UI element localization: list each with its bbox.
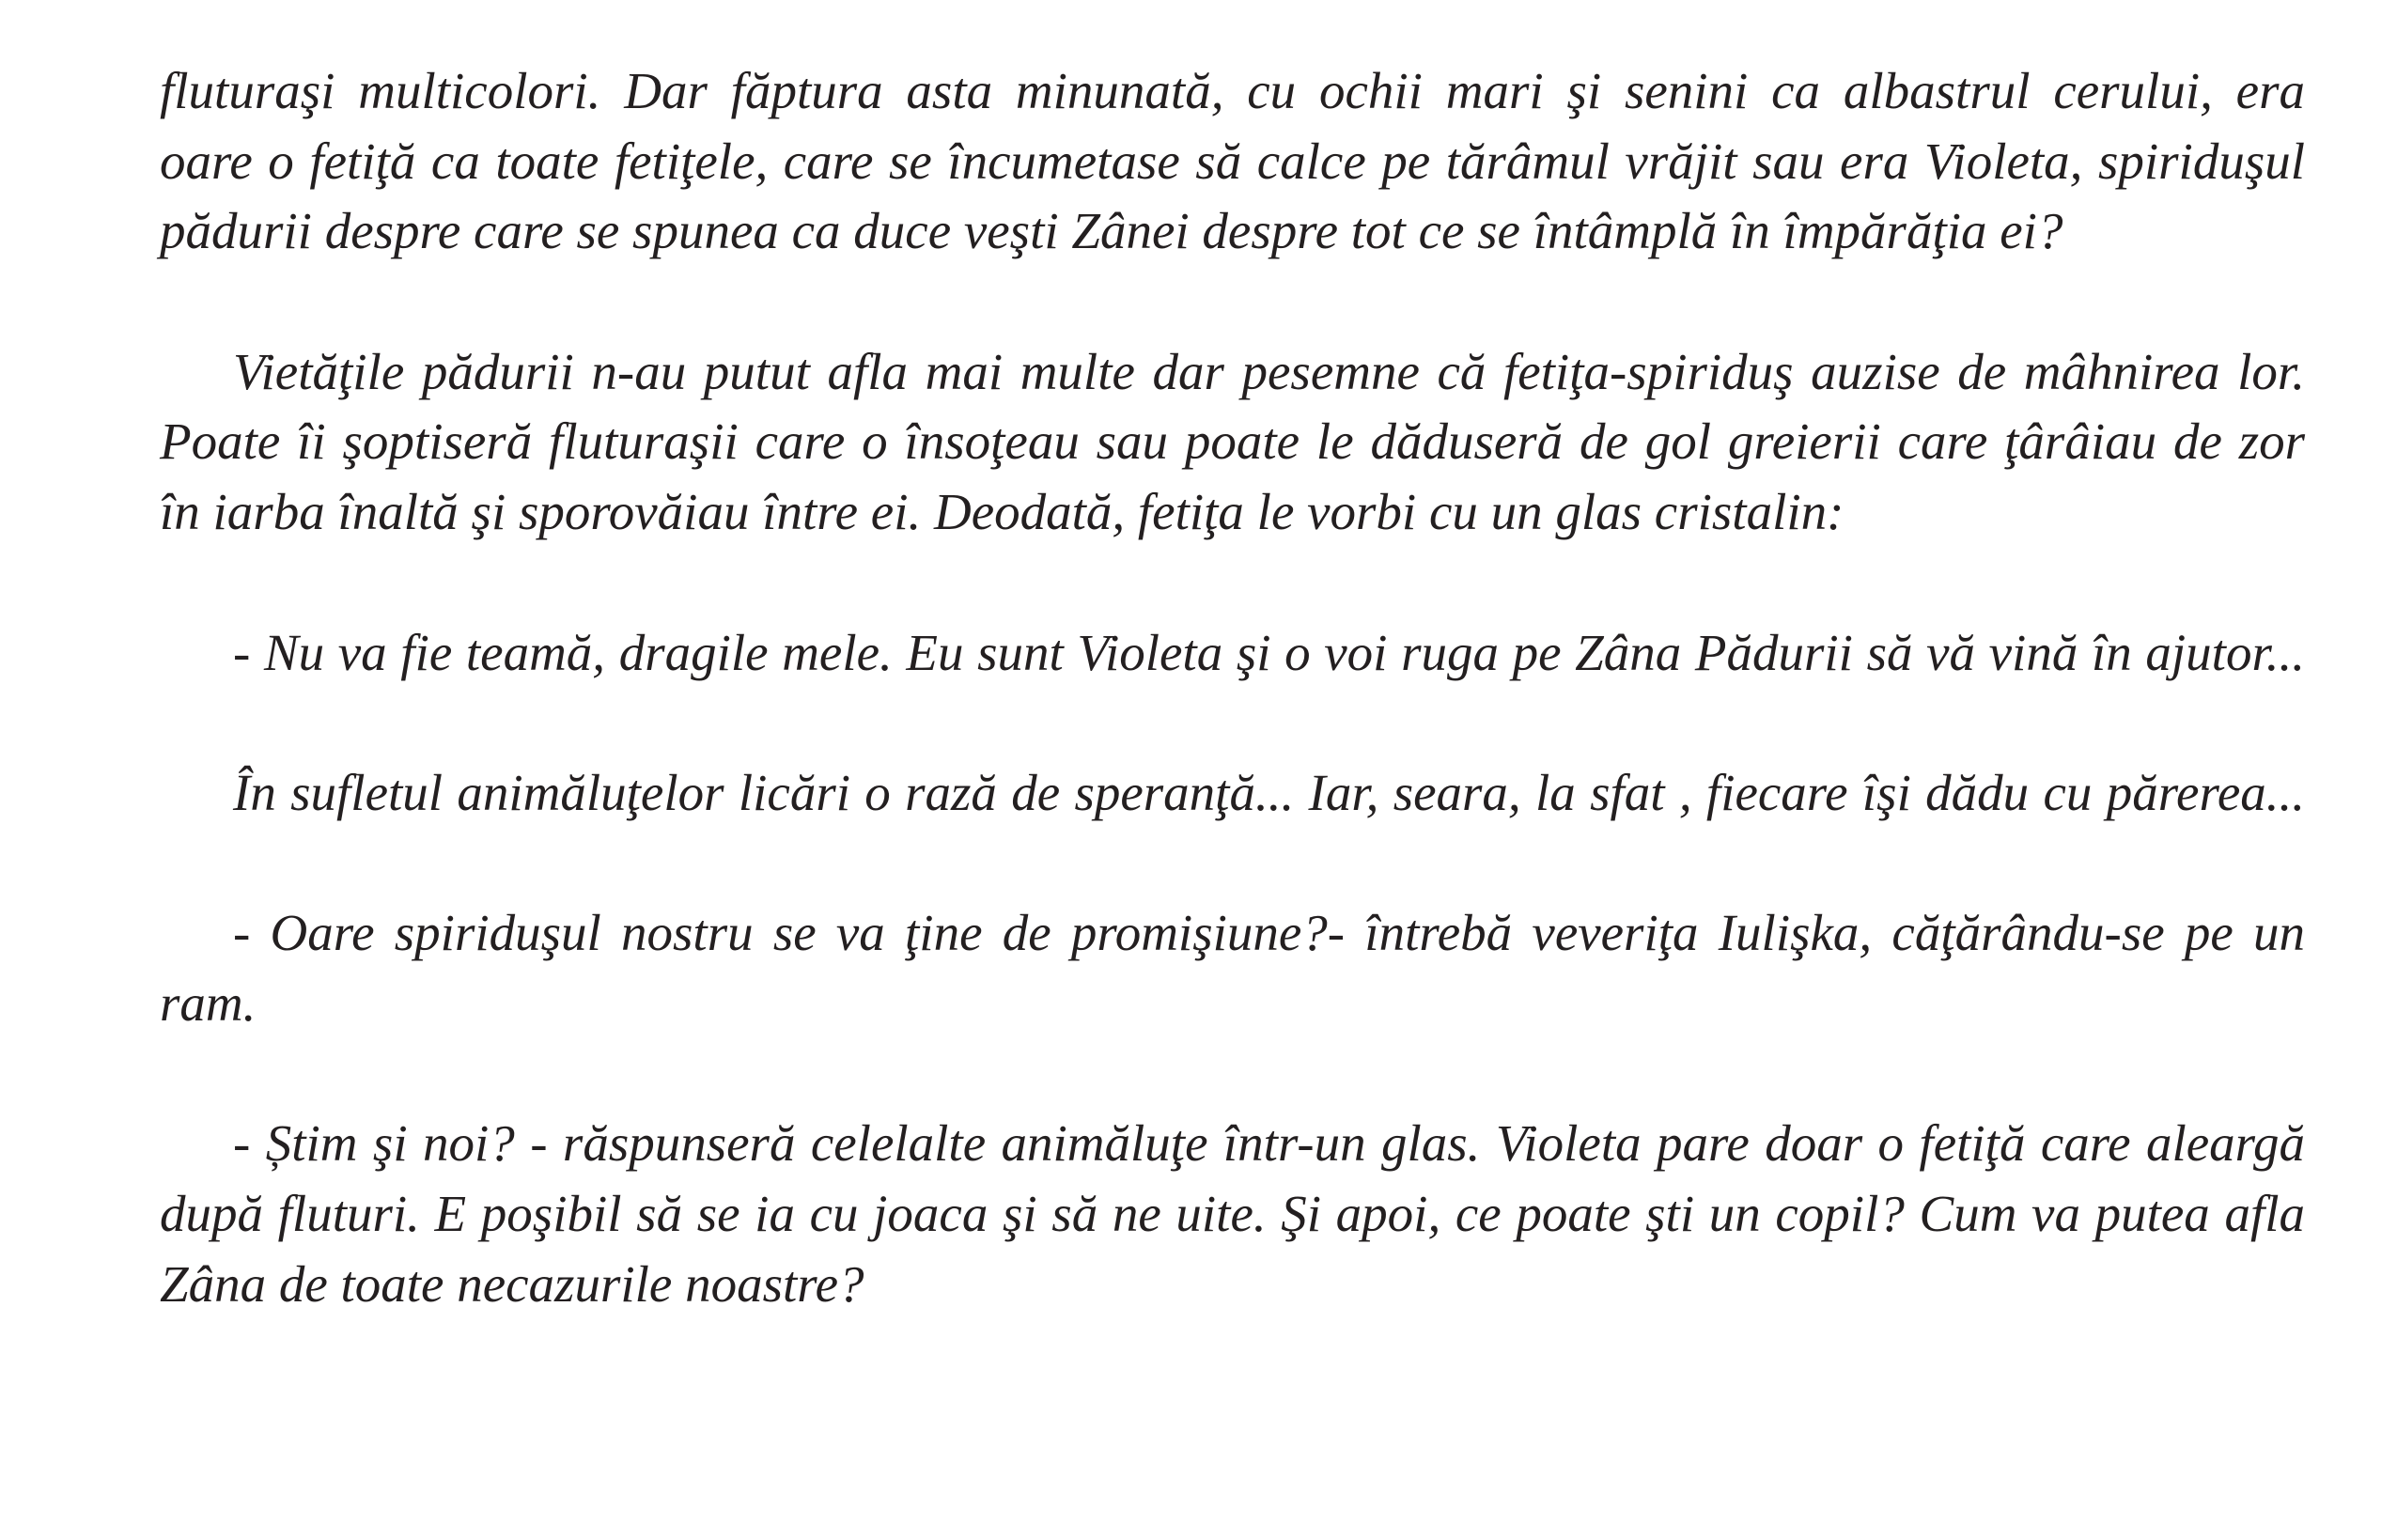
text-line: fluturaşi multicolori. Dar făptura asta minunată, cu ochii mari şi senini ca albastrul cerului, era <box>160 62 2305 119</box>
text-line: Vietăţile pădurii n-au putut afla mai multe dar pesemne că fetiţa-spiriduş auzise de mâhnirea lor. <box>233 342 2305 400</box>
text-line: ram. <box>160 973 257 1032</box>
text-line: În sufletul animăluţelor licări o rază de speranţă... Iar, seara, la sfat , fiecare îşi dădu cu părerea... <box>233 763 2305 821</box>
paragraph <box>160 56 2305 267</box>
book-page <box>160 56 2305 1390</box>
text-line: Zâna de toate necazurile noastre? <box>160 1254 864 1313</box>
paragraph <box>160 1109 2305 1319</box>
paragraph <box>160 758 2305 829</box>
text-line: - Oare spiriduşul nostru se va ţine de promişiune?- întrebă veveriţa Iulişka, căţărându-se pe un <box>233 904 2305 962</box>
text-line: oare o fetiţă ca toate fetiţele, care se încumetase să calce pe tărâmul vrăjit sau era Violeta, spiriduşul <box>160 132 2305 190</box>
text-line: - Nu va fie teamă, dragile mele. Eu sunt Violeta şi o voi ruga pe Zâna Pădurii să vă vină în ajutor... <box>233 623 2305 681</box>
text-line: după fluturi. E poşibil să se ia cu joaca şi să ne uite. Şi apoi, ce poate şti un copil? Cum va putea afla <box>160 1185 2305 1242</box>
paragraph <box>160 898 2305 1038</box>
paragraph <box>160 618 2305 689</box>
text-line: Poate îi şoptiseră fluturaşii care o însoţeau sau poate le dăduseră de gol greierii care ţârâiau de zor <box>160 412 2305 471</box>
text-line: în iarba înaltă şi sporovăiau între ei. Deodată, fetiţa le vorbi cu un glas cristalin: <box>160 483 1844 541</box>
text-line: - Știm şi noi? - răspunseră celelalte animăluţe într-un glas. Violeta pare doar o fetiţă care aleargă <box>233 1114 2305 1173</box>
paragraph <box>160 337 2305 548</box>
text-line: pădurii despre care se spunea ca duce veşti Zânei despre tot ce se întâmplă în împărăţia ei? <box>160 202 2063 260</box>
